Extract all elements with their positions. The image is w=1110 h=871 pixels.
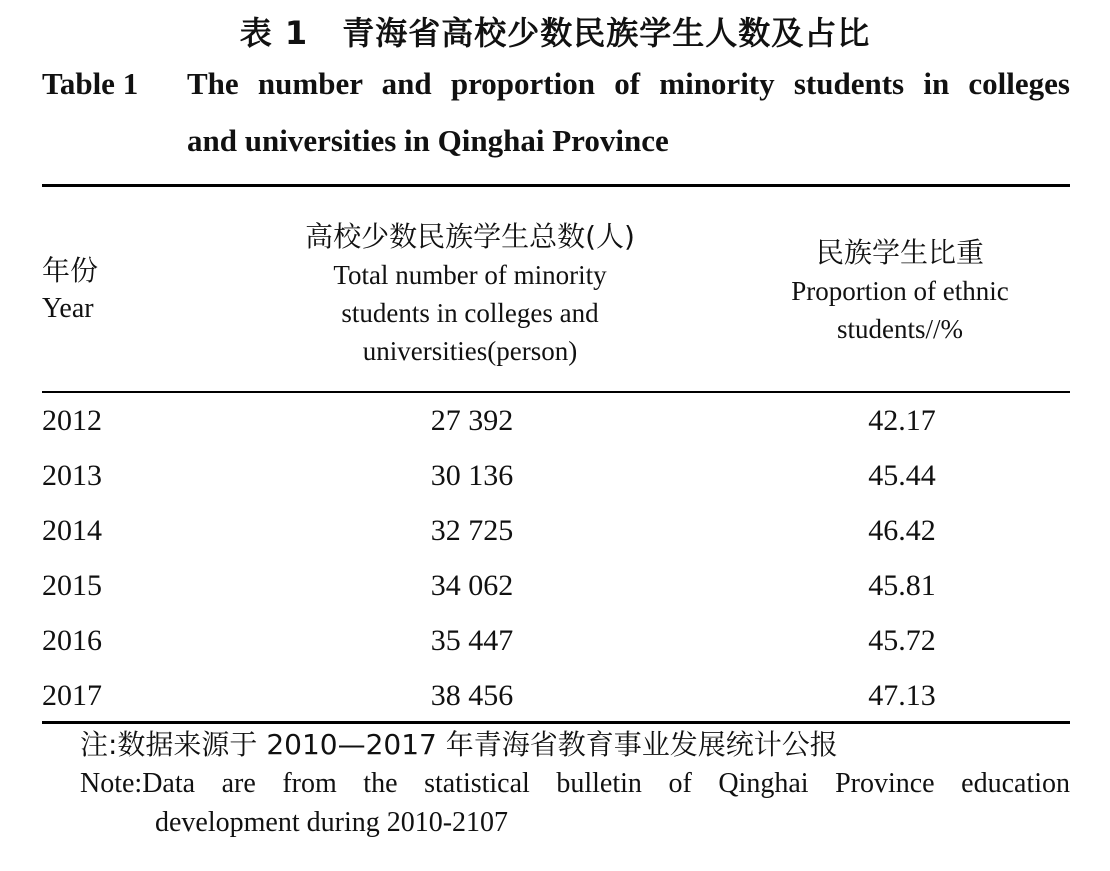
cell-year: 2017: [42, 679, 102, 712]
cell-proportion: 42.17: [868, 404, 936, 437]
column-header-year: [42, 252, 98, 328]
table-row: [42, 511, 1070, 551]
column-header-proportion: [740, 234, 1060, 348]
column-header-proportion-en-2: students//%: [837, 314, 963, 344]
cell-year: 2012: [42, 404, 102, 437]
cell-proportion: 45.81: [868, 569, 936, 602]
table-label-chinese: 表 1: [239, 14, 309, 52]
table-top-rule: [42, 184, 1070, 187]
table-title-english-line-1: The number and proportion of minority students in colleges: [187, 66, 1070, 101]
cell-proportion: 46.42: [868, 514, 936, 547]
table-title-chinese: [0, 8, 1110, 54]
column-header-proportion-cn: 民族学生比重: [815, 236, 984, 269]
cell-total: 34 062: [430, 569, 514, 602]
column-header-total-en-2: students in colleges and: [341, 298, 599, 328]
table-row: [42, 401, 1070, 441]
table-bottom-rule: [42, 721, 1070, 724]
column-header-year-en: Year: [42, 293, 94, 324]
table-header-rule: [42, 391, 1070, 393]
cell-year: 2016: [42, 624, 102, 657]
cell-total: 27 392: [430, 404, 514, 437]
cell-year: 2014: [42, 514, 102, 547]
cell-proportion: 45.44: [868, 459, 936, 492]
cell-total: 38 456: [430, 679, 514, 712]
cell-proportion: 45.72: [868, 624, 936, 657]
cell-year: 2013: [42, 459, 102, 492]
column-header-total-en-3: universities(person): [362, 336, 578, 366]
table-title-chinese-text: 青海省高校少数民族学生人数及占比: [342, 14, 871, 52]
column-header-total-cn: 高校少数民族学生总数(人): [305, 220, 635, 253]
cell-proportion: 47.13: [868, 679, 936, 712]
column-header-proportion-en-1: Proportion of ethnic: [791, 276, 1009, 306]
column-header-total-en-1: Total number of minority: [333, 260, 607, 290]
table-note-english-line-2: development during 2010-2107: [155, 807, 509, 838]
cell-total: 30 136: [430, 459, 514, 492]
table-title-english-line-2: and universities in Qinghai Province: [187, 123, 669, 158]
cell-total: 32 725: [430, 514, 514, 547]
column-header-total: [230, 218, 710, 370]
table-note-english-line-1: Note:Data are from the statistical bulletin of Qinghai Province education: [80, 768, 1070, 799]
table-row: [42, 566, 1070, 606]
table-row: [42, 456, 1070, 496]
table-note-chinese: 注:数据来源于 2010—2017 年青海省教育事业发展统计公报: [80, 728, 838, 761]
table-row: [42, 621, 1070, 661]
table-row: [42, 676, 1070, 716]
column-header-year-cn: 年份: [42, 254, 99, 287]
cell-total: 35 447: [430, 624, 514, 657]
cell-year: 2015: [42, 569, 102, 602]
table-label-english: Table 1: [42, 66, 139, 101]
